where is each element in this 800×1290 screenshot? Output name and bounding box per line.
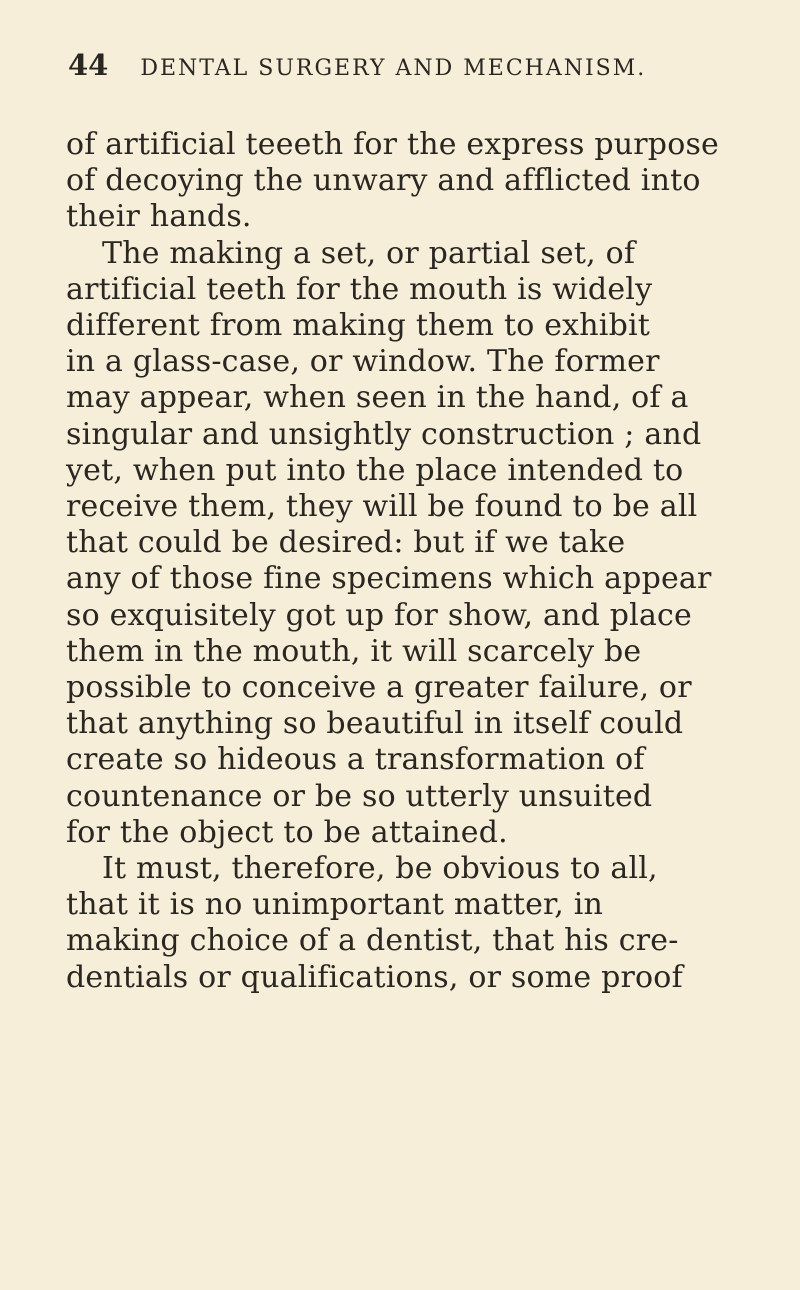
text-line: It must, therefore, be obvious to all, bbox=[102, 851, 658, 887]
text-line: yet, when put into the place intended to bbox=[66, 452, 684, 488]
text-line: dentials or qualifications, or some proof bbox=[66, 959, 683, 995]
text-line: artificial teeth for the mouth is widely bbox=[66, 271, 653, 307]
text-line: may appear, when seen in the hand, of a bbox=[66, 380, 689, 416]
text-line: receive them, they will be found to be all bbox=[66, 489, 698, 525]
text-line: that could be desired: but if we take bbox=[66, 525, 626, 561]
page-number: 44 bbox=[68, 48, 109, 82]
text-line: in a glass-case, or window. The former bbox=[66, 344, 660, 380]
text-line: The making a set, or partial set, of bbox=[102, 235, 636, 271]
text-line: of artificial teeeth for the express purpose bbox=[66, 127, 720, 162]
text-line: that anything so beautiful in itself could bbox=[66, 706, 684, 742]
running-head bbox=[68, 48, 748, 88]
running-title: DENTAL SURGERY AND MECHANISM. bbox=[140, 56, 647, 81]
text-line: that it is no unimportant matter, in bbox=[66, 887, 604, 923]
text-line: singular and unsightly construction ; and bbox=[66, 416, 702, 452]
text-line: so exquisitely got up for show, and place bbox=[66, 597, 692, 633]
text-line: different from making them to exhibit bbox=[66, 308, 651, 344]
text-line: countenance or be so utterly unsuited bbox=[66, 778, 653, 814]
text-line: for the object to be attained. bbox=[66, 814, 508, 850]
text-line: of decoying the unwary and afflicted into bbox=[66, 163, 701, 199]
text-line: create so hideous a transformation of bbox=[66, 742, 645, 778]
text-line: possible to conceive a greater failure, or bbox=[66, 670, 692, 706]
text-line: them in the mouth, it will scarcely be bbox=[66, 633, 642, 669]
text-line: their hands. bbox=[66, 199, 252, 235]
text-line: any of those fine specimens which appear bbox=[66, 561, 712, 597]
text-line: making choice of a dentist, that his cre- bbox=[66, 923, 679, 959]
body-text bbox=[66, 127, 756, 996]
